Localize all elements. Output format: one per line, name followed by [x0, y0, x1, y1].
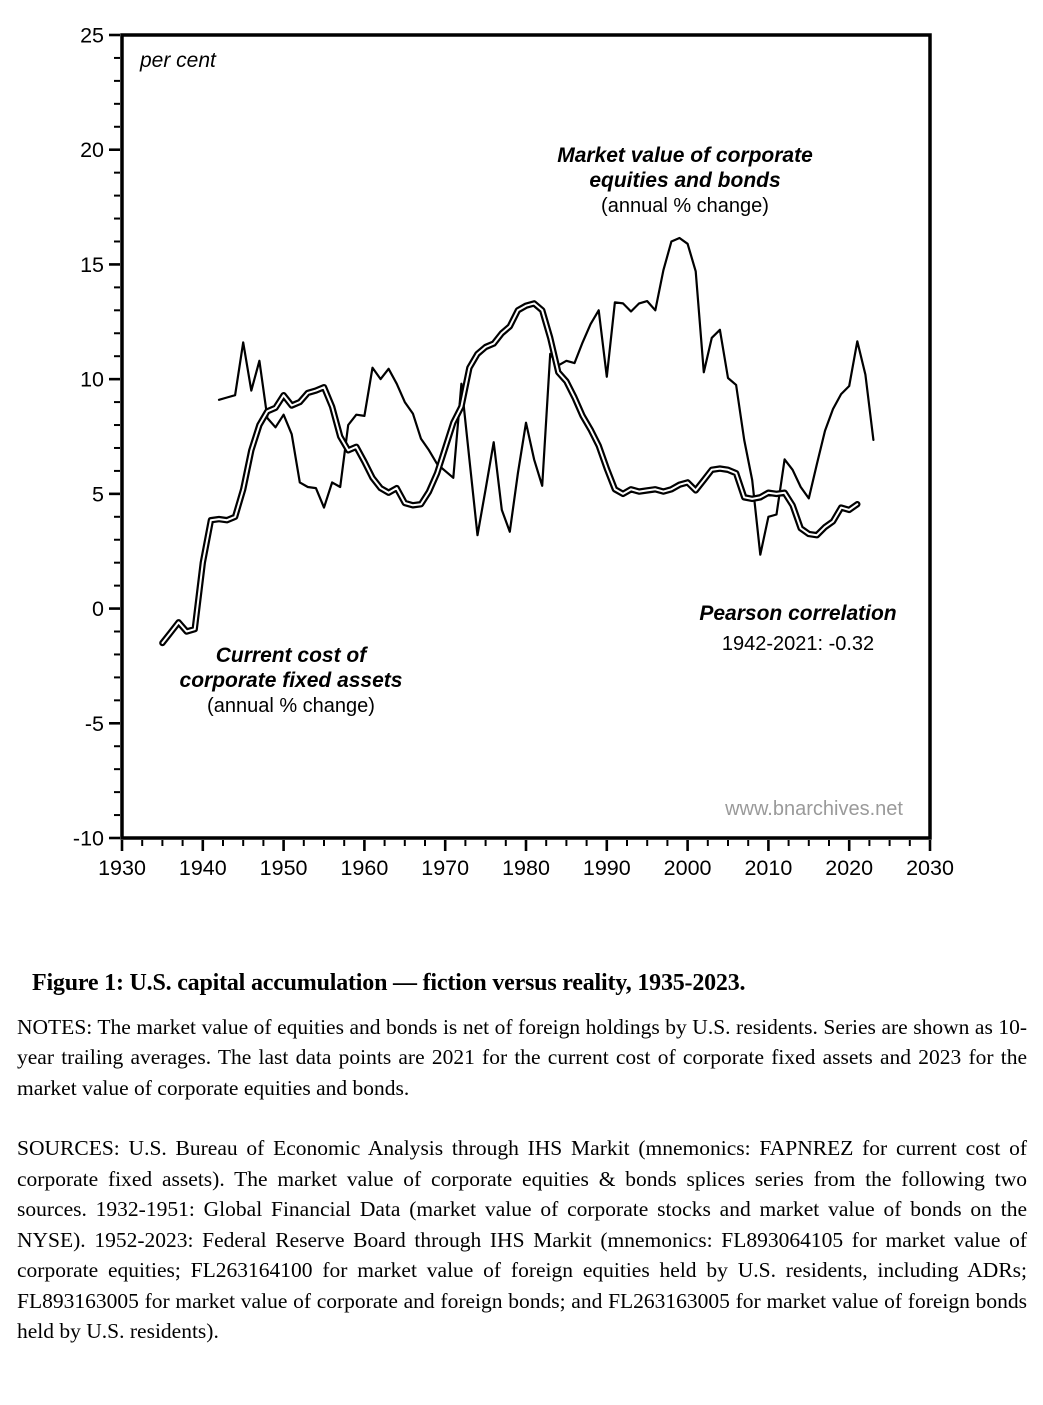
series-line-current-cost-inner [162, 303, 857, 643]
x-tick-label: 1980 [502, 856, 550, 880]
y-tick-label: 10 [80, 367, 104, 392]
y-tick-label: 0 [92, 597, 104, 622]
x-tick-label: 1940 [178, 856, 227, 880]
figure-caption [0, 969, 1043, 1347]
x-tick-label: 2000 [663, 856, 712, 880]
y-tick-label: 25 [80, 23, 104, 48]
series-line-market-value [219, 238, 873, 555]
figure-sources: SOURCES: U.S. Bureau of Economic Analysis through IHS Markit (mnemonics: FAPNREZ for current cost of corporate fixed assets). The market value of corporate equities & bonds splices series from the following two sources. 1932-1951: Global Financial Data (market value of corporate stocks and market value of bonds on the NYSE). 1952-2023: Federal Reserve Board through IHS Markit (mnemonics: FL893064105 for market value of corporate equities; FL263164100 for market value of foreign equities held by U.S. residents, including ADRs; FL893163005 for market value of corporate and foreign bonds; and FL263163005 for market value of foreign bonds held by U.S. residents). [17, 1136, 1027, 1344]
x-tick-label: 2030 [906, 856, 954, 880]
market-series-label: Market value of corporate equities and bonds (annual % change) [557, 144, 813, 217]
series-line-current-cost [162, 303, 857, 643]
x-tick-label: 2010 [744, 856, 793, 880]
y-tick-label: -5 [84, 711, 104, 736]
pearson-annotation: Pearson correlation 1942-2021: -0.32 [699, 602, 897, 655]
x-tick-label: 1970 [421, 856, 470, 880]
x-tick-label: 1960 [340, 856, 389, 880]
x-tick-label: 1990 [582, 856, 631, 880]
y-tick-label: 5 [92, 482, 104, 507]
watermark: www.bnarchives.net [725, 798, 903, 820]
y-tick-label: -10 [72, 826, 104, 851]
figure-title: Figure 1: U.S. capital accumulation — fiction versus reality, 1935-2023. [32, 970, 746, 996]
y-tick-label: 20 [80, 138, 104, 163]
x-tick-label: 1930 [98, 856, 146, 880]
y-tick-label: 15 [80, 252, 104, 277]
x-tick-label: 2020 [825, 856, 874, 880]
current-cost-series-label: Current cost of corporate fixed assets (annual % change) [179, 644, 403, 717]
figure-notes: NOTES: The market value of equities and bonds is net of foreign holdings by U.S. residents. Series are shown as 10-year trailing averages. The last data points are 2021 for the current cost of corporate fixed assets and 2023 for the market value of corporate equities and bonds. [17, 1014, 1027, 1100]
x-tick-label: 1950 [259, 856, 308, 880]
per-cent-label: per cent [140, 49, 216, 72]
